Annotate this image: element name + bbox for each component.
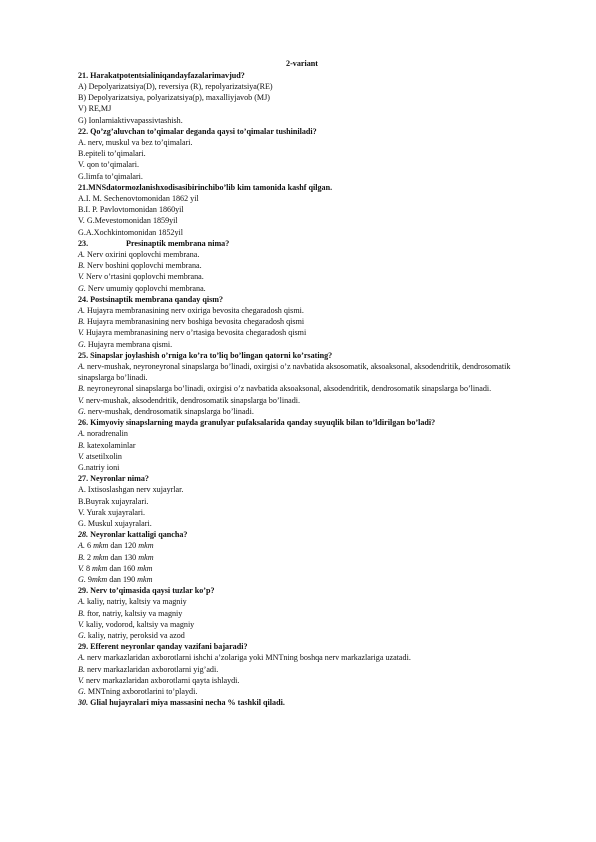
question-21: 21. Harakatpotentsialiniqandayfazalarimavjud? <box>78 70 245 80</box>
q25-option-b: B. neyroneyronal sinapslarga bo’linadi, oxirgisi o’z navbatida aksoaksonal, aksodendritik, dendrosomatik sinapslarga bo’linadi. <box>78 384 492 394</box>
question-29: 29. Nerv to’qimasida qaysi tuzlar ko’p? <box>78 586 215 596</box>
q21-option-b: B) Depolyarizatsiya, polyarizatsiya(p), maxalliyjavob (MJ) <box>78 93 270 103</box>
q29-option-g: G. kaliy, natriy, peroksid va azod <box>78 630 185 640</box>
q25-option-a: A. nerv-mushak, neyroneyronal sinapslarga bo’linadi, oxirgisi o’z navbatida aksosomatik, aksoaksonal, aksodendritik, dendrosomatik sinapslarga bo’linadi. <box>78 362 511 383</box>
variant-title: 2-variant <box>286 59 318 68</box>
question-28 <box>78 529 526 540</box>
question-24: 24. Postsinaptik membrana qanday qism? <box>78 294 224 304</box>
q21b-option-g: G.A.Xochkintomonidan 1852yil <box>78 227 183 237</box>
question-25: 25. Sinapslar joylashish o’rniga ko’ra to’liq bo’lingan qatorni ko’rsating? <box>78 350 333 360</box>
question-23-text: Presinaptik membrana nima? <box>126 238 230 248</box>
q21b-option-v: V. G.Mevestomonidan 1859yil <box>78 216 178 226</box>
q25-option-v: V. nerv-mushak, aksodendritik, dendrosomatik sinapslarga bo’linadi. <box>78 395 301 405</box>
q23-option-a: A. Nerv oxirini qoplovchi membrana. <box>78 250 200 260</box>
q29-option-a: A. kaliy, natriy, kaltsiy va magniy <box>78 597 187 607</box>
q27-option-g: G. Muskul xujayralari. <box>78 518 152 528</box>
question-26: 26. Kimyoviy sinapslarning mayda granulyar pufaksalarida qanday suyuqlik bilan to’ldirilgan bo’ladi? <box>78 418 436 428</box>
document-page <box>78 58 526 708</box>
q24-option-b: B. Hujayra membranasining nerv boshiga bevosita chegaradosh qismi <box>78 317 305 327</box>
q26-option-v: V. atsetilxolin <box>78 451 122 461</box>
q28-option-v: V. 8 mkm dan 160 mkm <box>78 563 153 573</box>
question-28-number: 28. <box>78 530 89 540</box>
q23-option-g: G. Nerv umumiy qoplovchi membrana. <box>78 283 206 293</box>
q29-option-v: V. kaliy, vodorod, kaltsiy va magniy <box>78 619 195 629</box>
question-30-text: Glial hujayralari miya massasini necha % tashkil qiladi. <box>88 698 285 708</box>
question-30 <box>78 697 526 708</box>
q22-option-v: V. qon to’qimalari. <box>78 160 139 170</box>
question-28-text: Neyronlar kattaligi qancha? <box>88 530 188 540</box>
q22-option-a: A. nerv, muskul va bez to’qimalari. <box>78 138 193 148</box>
q27-option-b: B.Buyrak xujayralari. <box>78 496 149 506</box>
q26-option-g: G.natriy ioni <box>78 462 120 472</box>
q24-option-a: A. Hujayra membranasining nerv oxiriga bevosita chegaradosh qismi. <box>78 306 304 316</box>
q23-option-v: V. Nerv o’rtasini qoplovchi membrana. <box>78 272 204 282</box>
q26-option-b: B. katexolaminlar <box>78 440 136 450</box>
q21b-option-b: B.I. P. Pavlovtomonidan 1860yil <box>78 205 184 215</box>
q22-option-b: B.epiteli to’qimalari. <box>78 149 146 159</box>
question-21-mns: 21.MNSdatormozlanishxodisasibirinchibo’lib kim tamonida kashf qilgan. <box>78 182 333 192</box>
q21-option-v: V) RE,MJ <box>78 104 112 114</box>
q25-option-g: G. nerv-mushak, dendrosomatik sinapslarga bo’linadi. <box>78 406 254 416</box>
question-22: 22. Qo’zg’aluvchan to’qimalar deganda qaysi to’qimalar tushiniladi? <box>78 126 317 136</box>
q28-option-a: A. 6 mkm dan 120 mkm <box>78 541 154 551</box>
q29b-option-v: V. nerv markazlaridan axborotlarni qayta ishlaydi. <box>78 675 240 685</box>
q29-option-b: B. ftor, natriy, kaltsiy va magniy <box>78 608 183 618</box>
question-30-number: 30. <box>78 698 89 708</box>
q27-option-v: V. Yurak xujayralari. <box>78 507 145 517</box>
q22-option-g: G.limfa to’qimalari. <box>78 171 143 181</box>
q27-option-a: A. Ixtisoslashgan nerv xujayrlar. <box>78 485 184 495</box>
q29b-option-g: G. MNTning axborotlarini to’playdi. <box>78 686 198 696</box>
q24-option-g: G. Hujayra membrana qismi. <box>78 339 173 349</box>
question-23-number: 23. <box>78 238 89 248</box>
q28-option-b: B. 2 mkm dan 130 mkm <box>78 552 154 562</box>
q26-option-a: A. noradrenalin <box>78 429 128 439</box>
q21b-option-a: A.I. M. Sechenovtomonidan 1862 yil <box>78 194 199 204</box>
question-29-efferent: 29. Efferent neyronlar qanday vazifani bajaradi? <box>78 642 248 652</box>
q23-option-b: B. Nerv boshini qoplovchi membrana. <box>78 261 202 271</box>
q21-option-a: A) Depolyarizatsiya(D), reversiya (R), repolyarizatsiya(RE) <box>78 82 273 91</box>
q29b-option-a: A. nerv markazlaridan axborotlarni ishchi a’zolariga yoki MNTning boshqa nerv markazlariga uzatadi. <box>78 653 411 663</box>
question-23 <box>78 238 526 249</box>
q21-option-g: G) Ionlarniaktivvapassivtashish. <box>78 115 183 125</box>
q24-option-v: V. Hujayra membranasining nerv o’rtasiga bevosita chegaradosh qismi <box>78 328 307 338</box>
question-27: 27. Neyronlar nima? <box>78 474 149 484</box>
q29b-option-b: B. nerv markazlaridan axborotlarni yig’adi. <box>78 664 219 674</box>
q28-option-g: G. 9mkm dan 190 mkm <box>78 574 153 584</box>
